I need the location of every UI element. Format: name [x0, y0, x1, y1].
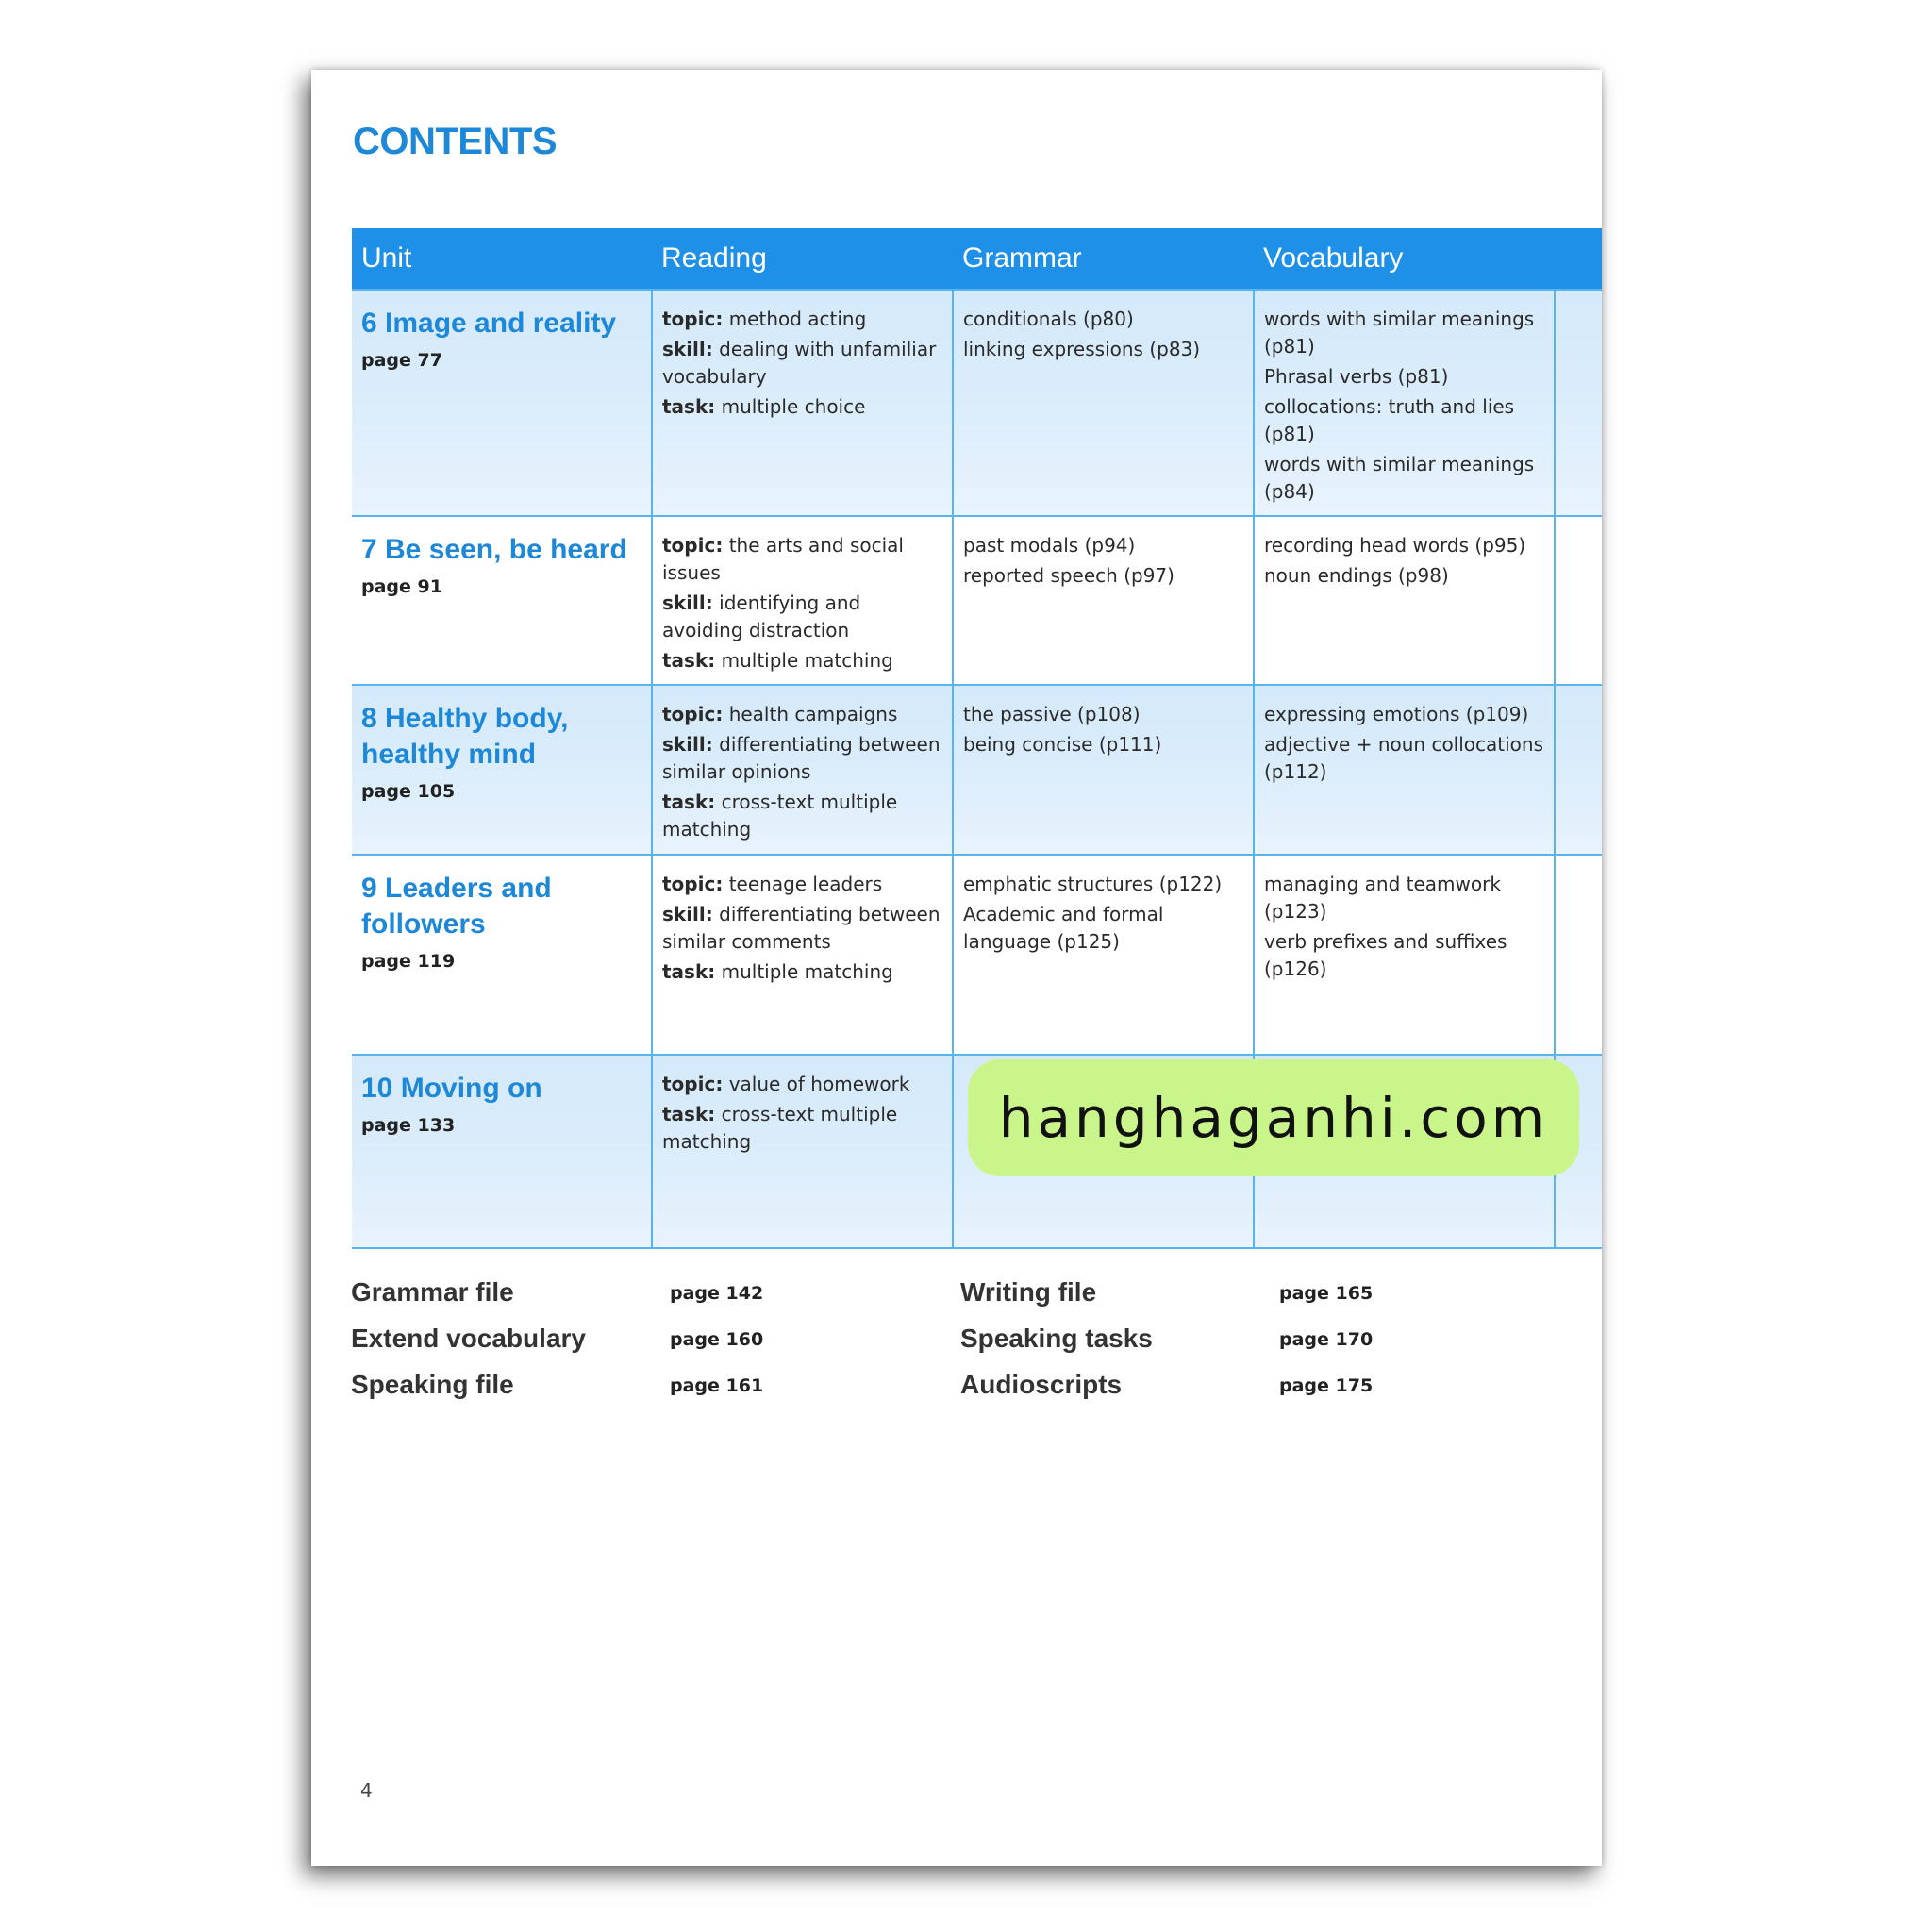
reading-task: task: multiple matching: [662, 649, 893, 672]
unit-cell: [352, 516, 652, 685]
table-row: [352, 685, 1602, 855]
reading-skill: skill: differentiating between similar comments: [662, 903, 941, 953]
vocabulary-item: words with similar meanings (p84): [1264, 453, 1535, 503]
vocabulary-item: collocations: truth and lies (p81): [1264, 395, 1515, 445]
column-header-grammar: Grammar: [953, 228, 1254, 290]
extra-cell: [1555, 855, 1602, 1055]
column-header-extra: [1555, 228, 1602, 290]
reading-skill: skill: identifying and avoiding distraction: [662, 591, 861, 641]
link-page-number: page 161: [670, 1375, 764, 1396]
column-header-vocabulary: Vocabulary: [1254, 228, 1555, 290]
vocabulary-item: verb prefixes and suffixes (p126): [1264, 930, 1507, 980]
watermark-badge: [968, 1059, 1579, 1176]
reading-task: task: multiple choice: [662, 395, 866, 418]
unit-title[interactable]: 10 Moving on: [361, 1073, 542, 1104]
reading-task: task: cross-text multiple matching: [662, 1103, 898, 1153]
grammar-item: past modals (p94): [963, 534, 1136, 557]
grammar-cell: [953, 290, 1254, 516]
vocabulary-item: Phrasal verbs (p81): [1264, 365, 1449, 388]
table-row: [352, 516, 1602, 685]
grammar-item: conditionals (p80): [963, 308, 1134, 330]
unit-cell: [352, 855, 652, 1055]
extra-cell: [1555, 685, 1602, 855]
unit-page: page 119: [361, 951, 456, 972]
vocabulary-item: expressing emotions (p109): [1264, 703, 1529, 725]
reading-cell: [652, 290, 953, 516]
unit-page: page 105: [361, 781, 456, 802]
unit-page: page 133: [361, 1115, 456, 1136]
unit-page: page 77: [361, 350, 442, 371]
table-header-row: [352, 228, 1602, 290]
vocabulary-item: managing and teamwork (p123): [1264, 873, 1501, 923]
grammar-item: Academic and formal language (p125): [963, 903, 1164, 953]
unit-page: page 91: [361, 576, 442, 597]
reading-skill: skill: differentiating between similar opinions: [662, 733, 941, 783]
reading-skill: skill: dealing with unfamiliar vocabulary: [662, 338, 937, 388]
unit-title[interactable]: 8 Healthy body, healthy mind: [361, 703, 569, 770]
unit-cell: [352, 685, 652, 855]
unit-cell: [352, 1055, 652, 1248]
vocabulary-cell: [1254, 290, 1555, 516]
reading-topic: topic: value of homework: [662, 1073, 910, 1095]
grammar-item: emphatic structures (p122): [963, 873, 1223, 895]
link-speaking-file[interactable]: Speaking file: [351, 1370, 514, 1399]
grammar-item: linking expressions (p83): [963, 338, 1201, 360]
reading-topic: topic: teenage leaders: [662, 873, 883, 895]
link-speaking-tasks[interactable]: Speaking tasks: [960, 1324, 1153, 1353]
grammar-cell: [953, 855, 1254, 1055]
link-page-number: page 165: [1279, 1283, 1374, 1304]
vocabulary-item: noun endings (p98): [1264, 564, 1449, 587]
link-page-number: page 175: [1279, 1375, 1374, 1396]
reading-cell: [652, 1055, 953, 1248]
link-page-number: page 160: [670, 1329, 764, 1350]
page-title: CONTENTS: [353, 121, 557, 162]
grammar-item: being concise (p111): [963, 733, 1162, 756]
reading-topic: topic: the arts and social issues: [662, 534, 904, 584]
reading-cell: [652, 516, 953, 685]
vocabulary-cell: [1254, 855, 1555, 1055]
link-audioscripts[interactable]: Audioscripts: [960, 1370, 1123, 1399]
vocabulary-item: adjective + noun collocations (p112): [1264, 733, 1544, 783]
document-page: [311, 70, 1602, 1866]
grammar-cell: [953, 685, 1254, 855]
extra-cell: [1555, 290, 1602, 516]
vocabulary-cell: [1254, 685, 1555, 855]
column-header-reading: Reading: [652, 228, 953, 290]
link-writing-file[interactable]: Writing file: [960, 1277, 1097, 1307]
vocabulary-item: words with similar meanings (p81): [1264, 308, 1535, 358]
reading-task: task: cross-text multiple matching: [662, 791, 898, 841]
reading-cell: [652, 855, 953, 1055]
link-extend-vocabulary[interactable]: Extend vocabulary: [351, 1324, 586, 1353]
grammar-item: reported speech (p97): [963, 564, 1174, 587]
reading-topic: topic: health campaigns: [662, 703, 898, 725]
link-grammar-file[interactable]: Grammar file: [351, 1277, 514, 1307]
extra-cell: [1555, 516, 1602, 685]
table-row: [352, 290, 1602, 516]
grammar-cell: [953, 516, 1254, 685]
reading-task: task: multiple matching: [662, 960, 893, 983]
unit-cell: [352, 290, 652, 516]
vocabulary-cell: [1254, 516, 1555, 685]
grammar-item: the passive (p108): [963, 703, 1141, 725]
column-header-unit: Unit: [352, 228, 652, 290]
link-page-number: page 170: [1279, 1329, 1374, 1350]
unit-title[interactable]: 9 Leaders and followers: [361, 873, 552, 940]
page-number: 4: [360, 1779, 373, 1802]
reading-cell: [652, 685, 953, 855]
vocabulary-item: recording head words (p95): [1264, 534, 1526, 557]
link-page-number: page 142: [670, 1283, 764, 1304]
watermark-text: hanghaganhi.com: [998, 1086, 1549, 1150]
unit-title[interactable]: 6 Image and reality: [361, 308, 617, 339]
reading-topic: topic: method acting: [662, 308, 867, 330]
table-row: [352, 855, 1602, 1055]
unit-title[interactable]: 7 Be seen, be heard: [361, 534, 627, 565]
